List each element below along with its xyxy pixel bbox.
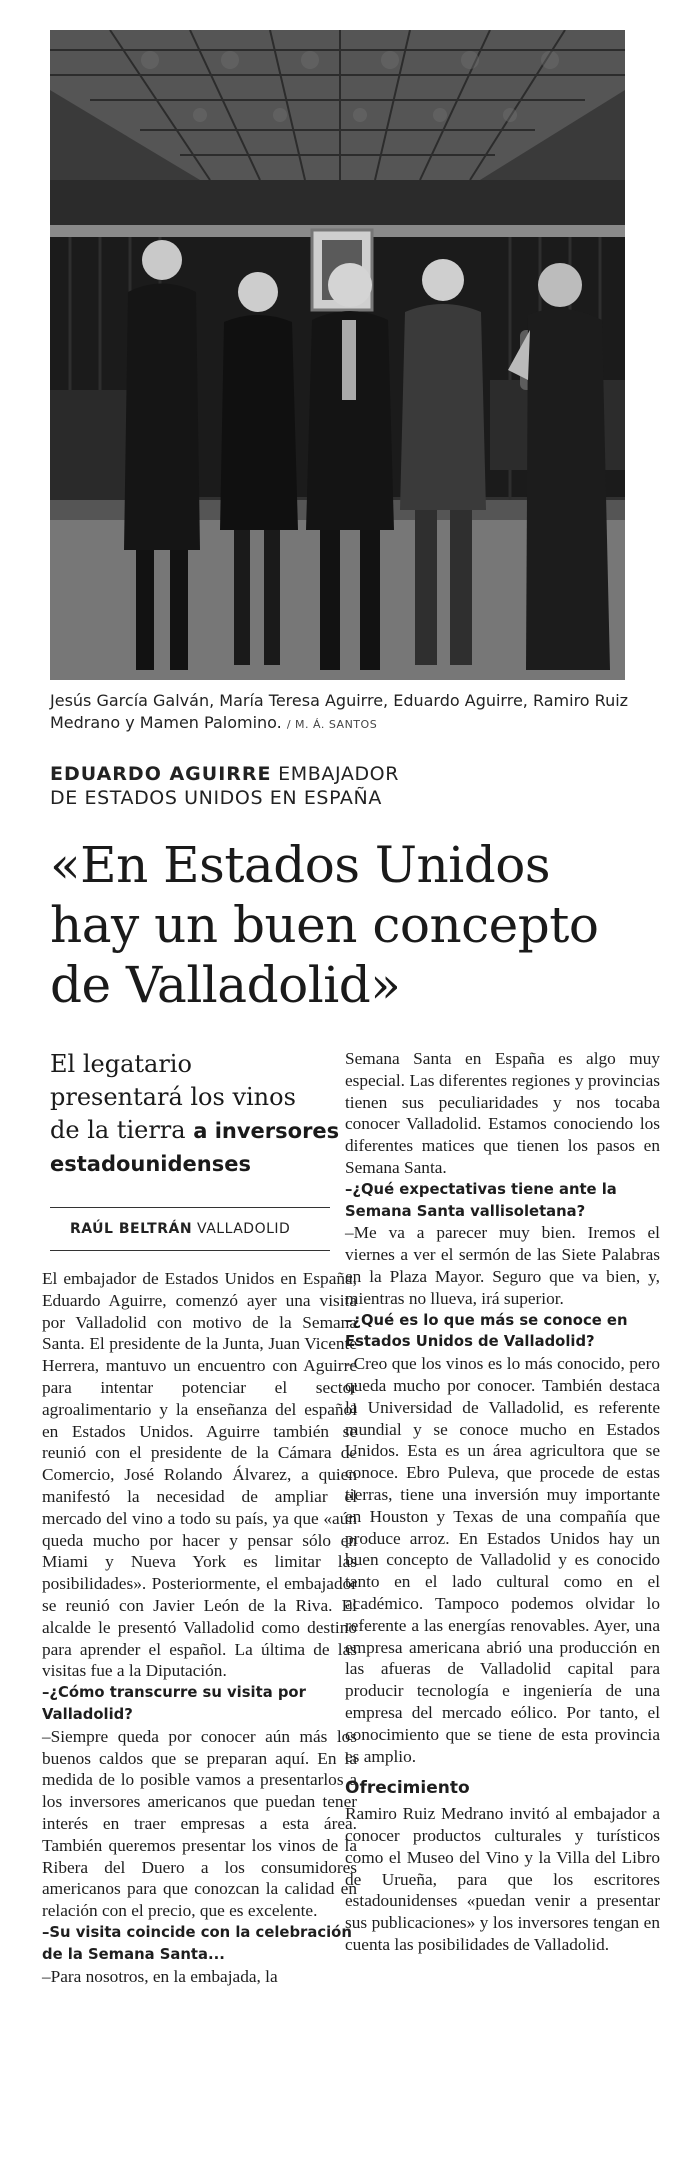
photo-caption bbox=[50, 690, 630, 736]
interview-question: –Su visita coincide con la celebración de la Semana Santa... bbox=[42, 1923, 352, 1963]
interview-question: –¿Qué expectativas tiene ante la Semana Santa vallisoletana? bbox=[345, 1180, 617, 1220]
photo-scene bbox=[50, 30, 625, 680]
headline-line-3: de Valladolid» bbox=[50, 956, 401, 1014]
interview-answer: –Para nosotros, en la embajada, la bbox=[42, 1966, 278, 1986]
deck-line-4: estadounidenses bbox=[50, 1152, 251, 1176]
interview-answer: –Creo que los vinos es lo más conocido, pero queda mucho por conocer. También destaca la Universidad de Valladolid, es referente mundial y se conoce mucho en Estados Unidos. Esta es un área agricultora que se conoce. Ebro Puleva, que procede de estas tierras, tiene una inversión muy importante en Houston y Texas de una compañía que produce arroz. En Estados Unidos hay un buen concepto de Valladolid y es conocido tanto en el lado cultural como en el académico. Tampoco podemos olvidar lo referente a las energías renovables. Ayer, una empresa americana abrió una producción en las afueras de Valladolid capital para producir tecnología e ingeniería de una empresa del mercado eólico. Por tanto, el conocimiento que se tiene de esta provincia es amplio. bbox=[345, 1354, 660, 1766]
interviewee-role: EMBAJADOR bbox=[278, 763, 400, 785]
interviewee-role-continued: DE ESTADOS UNIDOS EN ESPAÑA bbox=[50, 787, 382, 809]
article-paragraph: El embajador de Estados Unidos en España, Eduardo Aguirre, comenzó ayer una visita por Valladolid con motivo de la Semana Santa. El presidente de la Junta, Juan Vicente Herrera, mantuvo un encuentro con Aguirre para intentar potenciar el sector agroalimentario y la enseñanza del español en Estados Unidos. Aguirre también se reunió con el presidente de la Cámara de Comercio, José Rolando Álvarez, a quien manifestó la necesidad de ampliar el mercado del vino a todo su país, ya que «aún queda mucho por hacer y pensar sólo en Miami y Nueva York es limitar las posibilidades». Posteriormente, el embajador se reunió con Javier León de la Riva. El alcalde le presentó Valladolid como destino para aprender el español. La última de las visitas fue a la Diputación. bbox=[42, 1269, 357, 1681]
interview-answer: –Siempre queda por conocer aún más los buenos caldos que se preparan aquí. En la medida de lo posible vamos a presentarlos a los inversores americanos que puedan tener interés en traer empresas a esta área. También queremos presentar los vinos de la Ribera del Duero a los consumidores americanos para que conozcan la calidad en relación con el precio, que es excelente. bbox=[42, 1726, 357, 1921]
byline bbox=[70, 1221, 290, 1237]
headline-line-1: «En Estados Unidos bbox=[50, 836, 551, 894]
article-column-2 bbox=[345, 1048, 660, 1956]
deck-line-2: presentará los vinos bbox=[50, 1083, 296, 1111]
caption-text: Jesús García Galván, María Teresa Aguirre, Eduardo Aguirre, Ramiro Ruiz Medrano y Mamen Palomino. bbox=[50, 691, 629, 732]
byline-place: VALLADOLID bbox=[197, 1221, 291, 1237]
interview-question: –¿Qué es lo que más se conoce en Estados Unidos de Valladolid? bbox=[345, 1311, 628, 1351]
kicker bbox=[50, 762, 630, 810]
photo-credit: / M. Á. SANTOS bbox=[286, 718, 378, 731]
interview-answer: Semana Santa en España es algo muy especial. Las diferentes regiones y provincias tienen sus peculiaridades y nos tocaba conocer Valladolid. Estamos conociendo los diferentes matices que tienen los pasos en Semana Santa. bbox=[345, 1049, 660, 1177]
deck-line-3 bbox=[50, 1114, 340, 1148]
headline bbox=[50, 835, 650, 1015]
subheading: Ofrecimiento bbox=[345, 1778, 470, 1799]
byline-rule-bottom bbox=[50, 1250, 330, 1251]
byline-rule-top bbox=[50, 1207, 330, 1208]
deck bbox=[50, 1048, 340, 1181]
news-photo bbox=[50, 30, 625, 680]
interview-question: –¿Cómo transcurre su visita por Valladolid? bbox=[42, 1684, 306, 1723]
deck-line-3-start: de la tierra bbox=[50, 1116, 186, 1144]
article-column-1 bbox=[42, 1268, 357, 1987]
interview-answer: –Me va a parecer muy bien. Iremos el viernes a ver el sermón de las Siete Palabras en la Plaza Mayor. Seguro que va bien, y, mientras no llueva, irá superior. bbox=[345, 1223, 660, 1308]
deck-line-1: El legatario bbox=[50, 1050, 192, 1078]
byline-author: RAÚL BELTRÁN bbox=[70, 1221, 193, 1237]
interviewee-name: EDUARDO AGUIRRE bbox=[50, 763, 272, 785]
deck-line-3-end: a inversores bbox=[193, 1119, 340, 1143]
headline-line-2: hay un buen concepto bbox=[50, 896, 599, 954]
article-paragraph: Ramiro Ruiz Medrano invitó al embajador a conocer productos culturales y turísticos como el Museo del Vino y la Villa del Libro de Urueña, para que los escritores estadounidenses «puedan venir a presentar sus publicaciones» y los inversores tengan en cuenta las posibilidades de Valladolid. bbox=[345, 1804, 660, 1955]
